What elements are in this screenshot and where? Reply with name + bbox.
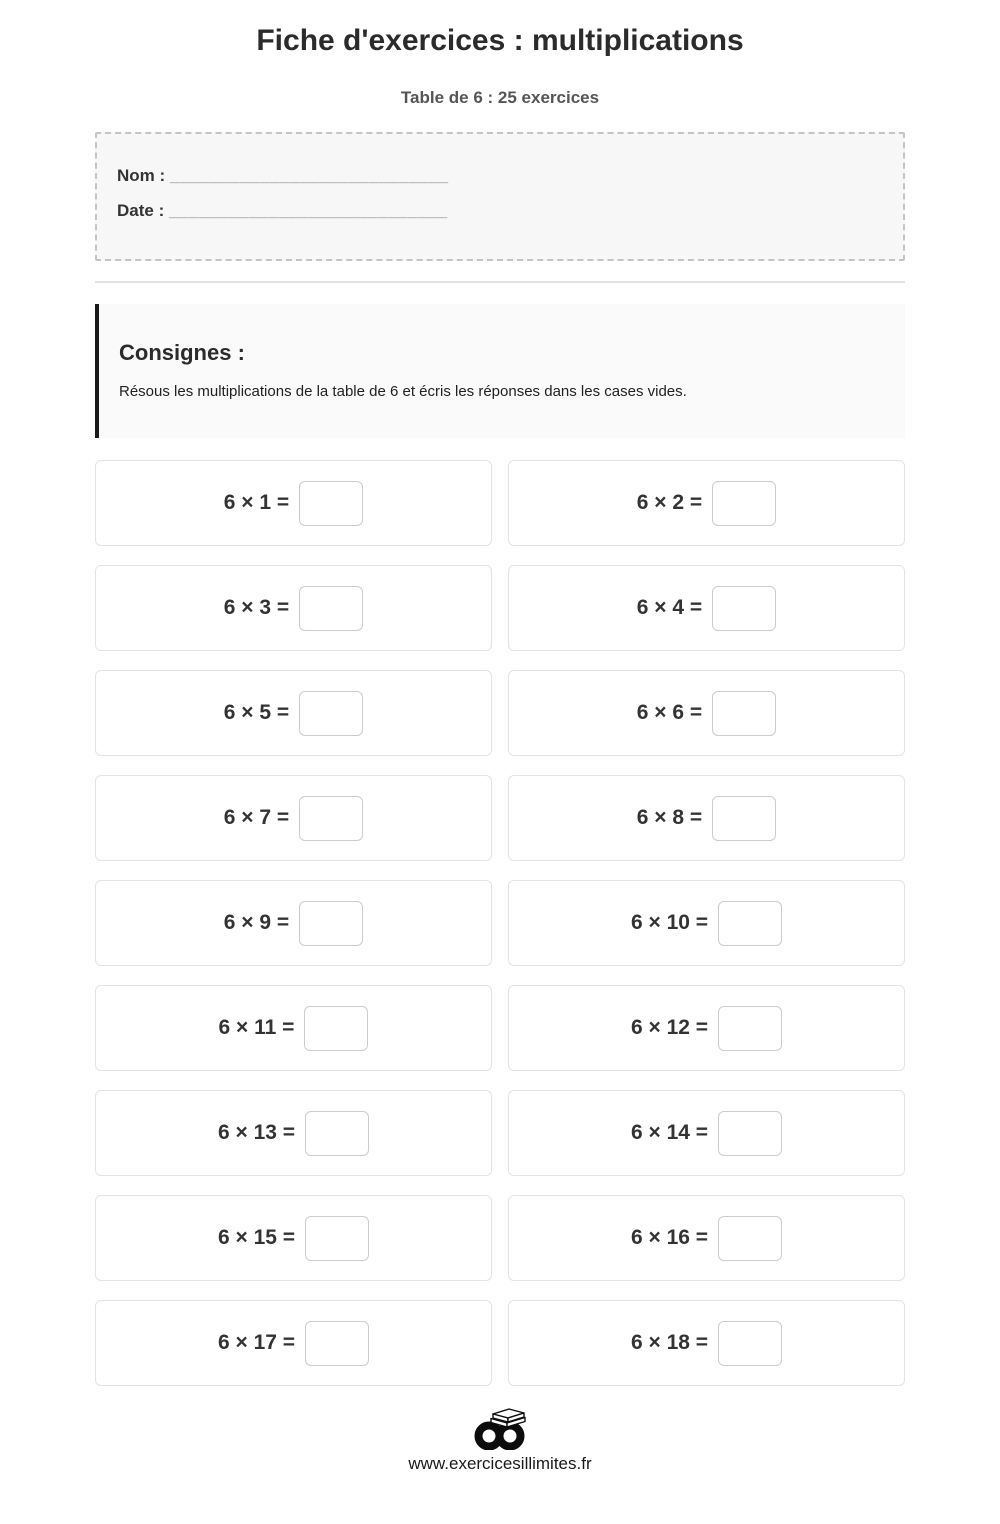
worksheet-page	[95, 24, 905, 1474]
instructions-heading: Consignes :	[119, 340, 245, 365]
answer-input-box[interactable]	[299, 586, 363, 631]
page-title: Fiche d'exercices : multiplications	[256, 24, 744, 57]
answer-input-box[interactable]	[305, 1111, 369, 1156]
answer-input-box[interactable]	[712, 691, 776, 736]
answer-input-box[interactable]	[299, 901, 363, 946]
exercise-label: 6 × 16 =	[630, 1226, 709, 1249]
exercise-card	[95, 775, 492, 861]
answer-input-box[interactable]	[304, 1006, 368, 1051]
answer-input-box[interactable]	[712, 586, 776, 631]
name-row	[117, 166, 883, 186]
date-label: Date :	[117, 201, 165, 220]
answer-input-box[interactable]	[718, 1111, 782, 1156]
answer-input-box[interactable]	[718, 901, 782, 946]
name-write-line: ____________________________	[169, 166, 449, 185]
exercise-card	[508, 1090, 905, 1176]
infinity-books-logo	[462, 1400, 538, 1450]
exercise-label: 6 × 8 =	[636, 806, 703, 829]
instructions-panel	[95, 304, 905, 438]
date-write-line: ____________________________	[168, 201, 448, 220]
date-row	[117, 201, 883, 221]
exercise-card	[95, 670, 492, 756]
exercise-card	[95, 985, 492, 1071]
exercise-card	[508, 880, 905, 966]
exercise-card	[508, 670, 905, 756]
exercise-label: 6 × 18 =	[630, 1331, 709, 1354]
answer-input-box[interactable]	[299, 796, 363, 841]
exercise-label: 6 × 11 =	[218, 1016, 295, 1039]
exercise-label: 6 × 2 =	[636, 491, 703, 514]
answer-input-box[interactable]	[718, 1216, 782, 1261]
exercise-label: 6 × 14 =	[630, 1121, 709, 1144]
section-divider	[95, 281, 905, 283]
answer-input-box[interactable]	[299, 691, 363, 736]
exercise-label: 6 × 10 =	[630, 911, 709, 934]
exercise-label: 6 × 1 =	[223, 491, 290, 514]
exercise-card	[508, 1195, 905, 1281]
exercise-label: 6 × 4 =	[636, 596, 703, 619]
exercise-card	[508, 985, 905, 1071]
exercise-label: 6 × 12 =	[630, 1016, 709, 1039]
exercise-card	[508, 1300, 905, 1386]
exercise-card	[95, 1090, 492, 1176]
instructions-text: Résous les multiplications de la table de 6 et écris les réponses dans les cases vides.	[119, 383, 687, 400]
answer-input-box[interactable]	[712, 796, 776, 841]
exercise-label: 6 × 3 =	[223, 596, 290, 619]
answer-input-box[interactable]	[718, 1321, 782, 1366]
exercise-card	[95, 565, 492, 651]
exercise-card	[508, 565, 905, 651]
answer-input-box[interactable]	[305, 1321, 369, 1366]
exercise-card	[95, 880, 492, 966]
exercise-label: 6 × 13 =	[217, 1121, 296, 1144]
page-subtitle: Table de 6 : 25 exercices	[400, 88, 600, 107]
exercise-label: 6 × 9 =	[223, 911, 290, 934]
footer	[95, 1400, 905, 1474]
exercise-label: 6 × 7 =	[223, 806, 290, 829]
exercise-card	[95, 460, 492, 546]
exercise-label: 6 × 15 =	[217, 1226, 296, 1249]
student-info-box	[95, 132, 905, 261]
exercise-label: 6 × 17 =	[217, 1331, 296, 1354]
exercise-card	[508, 775, 905, 861]
exercise-label: 6 × 6 =	[636, 701, 703, 724]
answer-input-box[interactable]	[712, 481, 776, 526]
name-label: Nom :	[117, 166, 166, 185]
exercise-card	[508, 460, 905, 546]
footer-url: www.exercicesillimites.fr	[408, 1454, 592, 1473]
answer-input-box[interactable]	[299, 481, 363, 526]
exercise-card	[95, 1300, 492, 1386]
exercise-label: 6 × 5 =	[223, 701, 290, 724]
answer-input-box[interactable]	[305, 1216, 369, 1261]
exercise-card	[95, 1195, 492, 1281]
exercise-grid	[95, 460, 905, 1386]
answer-input-box[interactable]	[718, 1006, 782, 1051]
